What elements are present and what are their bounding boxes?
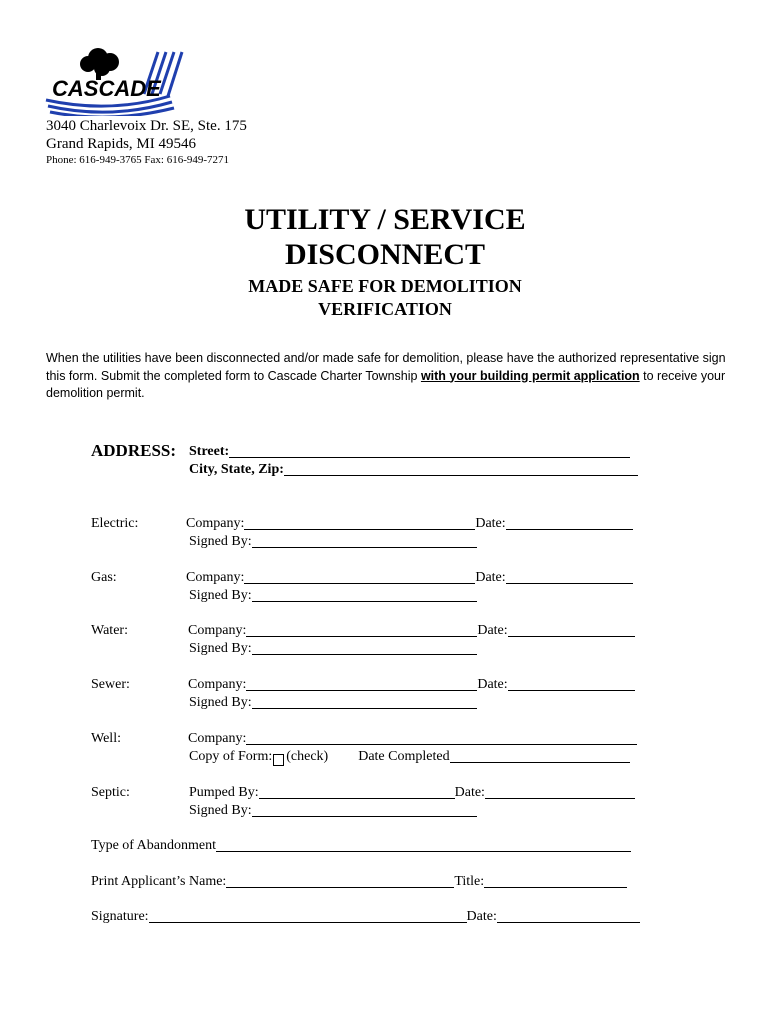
print-applicant-name-line[interactable] [226, 875, 454, 888]
form-subtitle-line-1: MADE SAFE FOR DEMOLITION [248, 276, 522, 296]
form-subtitle-line-2: VERIFICATION [318, 299, 452, 319]
electric-company-line[interactable] [244, 517, 475, 530]
signed-by-label: Signed By: [189, 534, 252, 549]
well-company-field[interactable] [188, 731, 637, 747]
contact-info: Phone: 616-949-3765 Fax: 616-949-7271 [46, 154, 230, 166]
street-label: Street: [189, 444, 230, 459]
water-date-line[interactable] [508, 624, 635, 637]
instructions [46, 350, 726, 403]
address-line-2: Grand Rapids, MI 49546 [46, 136, 196, 152]
date-label: Date: [466, 909, 497, 924]
cascade-logo [40, 44, 190, 116]
gas-company-field[interactable] [186, 570, 633, 586]
gas-company-line[interactable] [244, 571, 475, 584]
street-input-line[interactable] [229, 445, 630, 458]
logo-wordmark: CASCADE [52, 76, 161, 101]
sewer-date-line[interactable] [508, 678, 635, 691]
title-label: Title: [454, 874, 485, 889]
print-applicant-name-label: Print Applicant’s Name: [91, 874, 227, 889]
instructions-text-2: to receive your demolition permit. [46, 368, 726, 400]
septic-date-line[interactable] [485, 786, 635, 799]
address-line-1: 3040 Charlevoix Dr. SE, Ste. 175 [46, 118, 247, 134]
date-label: Date: [475, 570, 506, 585]
signed-by-label: Signed By: [189, 641, 252, 656]
signature-label: Signature: [91, 909, 149, 924]
pumped-by-label: Pumped By: [189, 785, 259, 800]
septic-label: Septic: [91, 785, 130, 800]
sewer-company-field[interactable] [188, 677, 635, 693]
signed-by-label: Signed By: [189, 588, 252, 603]
sewer-label: Sewer: [91, 677, 130, 692]
septic-pumped-by-line[interactable] [259, 786, 455, 799]
water-signed-by-field[interactable] [189, 641, 477, 657]
electric-signed-by-line[interactable] [252, 535, 477, 548]
well-label: Well: [91, 731, 121, 746]
copy-of-form-label: Copy of Form: [189, 749, 273, 764]
signed-by-label: Signed By: [189, 695, 252, 710]
septic-signed-by-field[interactable] [189, 803, 477, 819]
date-label: Date: [477, 677, 508, 692]
well-company-line[interactable] [246, 732, 637, 745]
water-label: Water: [91, 623, 128, 638]
company-label: Company: [186, 570, 245, 585]
company-label: Company: [188, 677, 247, 692]
city-state-zip-input-line[interactable] [284, 463, 638, 476]
instructions-text-1: When the utilities have been disconnected and/or made safe for demolition, please have the authorized representative sign this form. Submit the completed form to Cascade Charter Township [46, 351, 726, 383]
city-state-zip-label: City, State, Zip: [189, 462, 284, 477]
gas-signed-by-line[interactable] [252, 589, 477, 602]
type-of-abandonment-line[interactable] [216, 839, 631, 852]
form-title-line-2: DISCONNECT [284, 238, 486, 271]
water-company-line[interactable] [246, 624, 477, 637]
water-signed-by-line[interactable] [252, 642, 477, 655]
form-title-line-1: UTILITY / SERVICE [244, 203, 526, 236]
septic-signed-by-line[interactable] [252, 804, 477, 817]
sewer-signed-by-line[interactable] [252, 696, 477, 709]
sewer-signed-by-field[interactable] [189, 695, 477, 711]
electric-label: Electric: [91, 516, 139, 531]
electric-company-field[interactable] [186, 516, 633, 532]
company-label: Company: [188, 623, 247, 638]
signature-date-line[interactable] [497, 910, 640, 923]
street-field[interactable] [189, 444, 630, 460]
electric-signed-by-field[interactable] [189, 534, 477, 550]
city-state-zip-field[interactable] [189, 462, 638, 478]
date-label: Date: [475, 516, 506, 531]
signed-by-label: Signed By: [189, 803, 252, 818]
septic-pumped-by-field[interactable] [189, 785, 635, 801]
title-line[interactable] [484, 875, 627, 888]
well-copy-of-form-field[interactable] [189, 749, 630, 765]
type-of-abandonment-field[interactable] [91, 838, 631, 854]
instructions-emphasis: with your building permit application [420, 368, 640, 383]
sewer-company-line[interactable] [246, 678, 477, 691]
check-label: (check) [286, 749, 329, 764]
type-of-abandonment-label: Type of Abandonment [91, 838, 216, 853]
gas-signed-by-field[interactable] [189, 588, 477, 604]
signature-field[interactable] [91, 909, 640, 925]
date-label: Date: [477, 623, 508, 638]
date-label: Date: [454, 785, 485, 800]
company-label: Company: [188, 731, 247, 746]
well-date-completed-line[interactable] [450, 750, 630, 763]
date-completed-label: Date Completed [358, 749, 450, 764]
company-label: Company: [186, 516, 245, 531]
electric-date-line[interactable] [506, 517, 633, 530]
gas-label: Gas: [91, 570, 117, 585]
print-applicant-name-field[interactable] [91, 874, 627, 890]
signature-line[interactable] [149, 910, 467, 923]
gas-date-line[interactable] [506, 571, 633, 584]
water-company-field[interactable] [188, 623, 635, 639]
copy-of-form-checkbox[interactable] [273, 754, 284, 766]
address-label: ADDRESS: [91, 441, 177, 460]
